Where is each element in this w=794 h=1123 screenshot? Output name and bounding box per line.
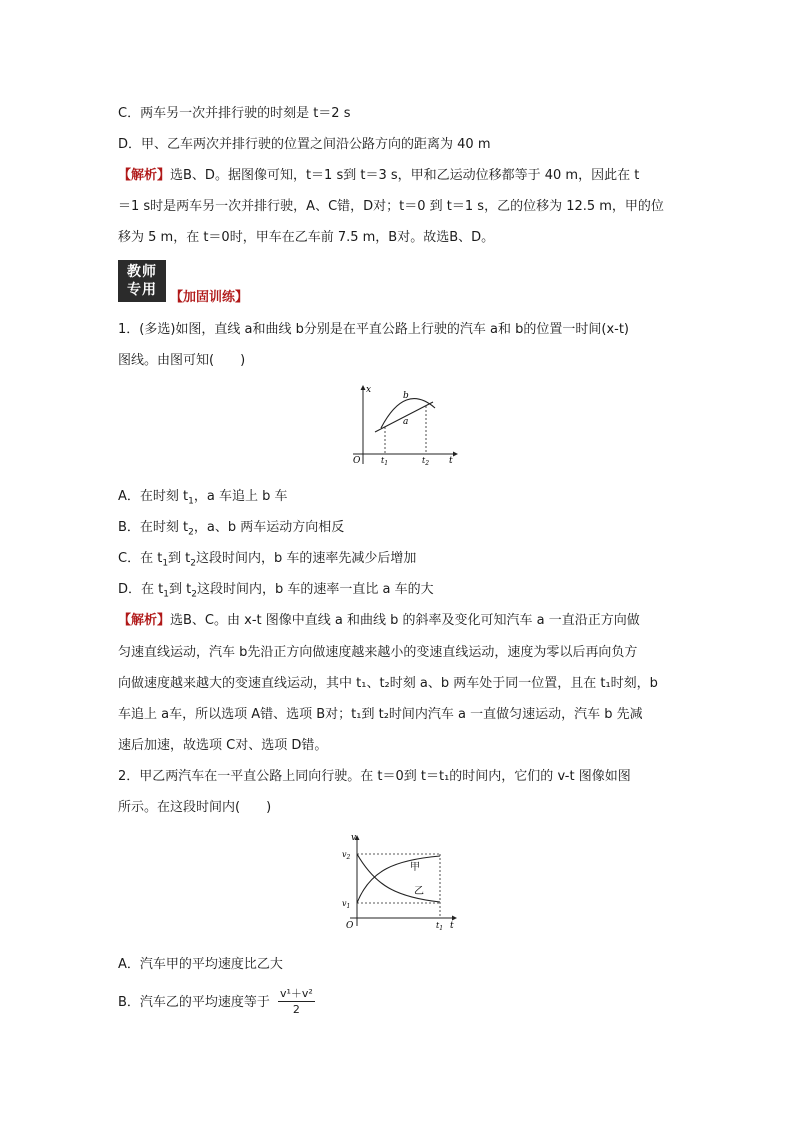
analysis-line-3: 移为 5 m，在 t＝0时，甲车在乙车前 7.5 m，B对。故选B、D。 <box>118 230 495 245</box>
q2-label-t: t <box>450 921 454 930</box>
q1-label-t2: $t_2$ <box>422 456 430 467</box>
q2-t-arrow <box>452 916 457 921</box>
q2-label-o: O <box>346 921 354 930</box>
q1-option-c: C．在 $t_1$到 $t_2$这段时间内，b 车的速率先减少后增加 <box>118 551 417 569</box>
q2-label-jia: 甲 <box>410 862 420 873</box>
analysis-line-1 <box>118 166 639 186</box>
q1-t-arrow <box>453 452 458 457</box>
q2-fraction-numerator: v¹＋v² <box>280 987 313 1000</box>
q1-analysis-line-5: 速后加速，故选项 C对、选项 D错。 <box>118 738 328 753</box>
q2-option-a: A．汽车甲的平均速度比乙大 <box>118 957 283 972</box>
option-c-prev: C．两车另一次并排行驶的时刻是 t＝2 s <box>118 106 351 121</box>
q1-stem-2: 图线。由图可知( ) <box>118 353 246 368</box>
q1-option-b: B．在时刻 $t_2$，a、b 两车运动方向相反 <box>118 520 345 538</box>
analysis-tag: 【解析】 <box>118 168 171 183</box>
teacher-badge <box>118 260 166 302</box>
badge-line-2: 专用 <box>127 282 157 298</box>
q1-analysis-line-1 <box>118 611 640 631</box>
q2-curve-jia <box>357 856 440 903</box>
q1-analysis-tag: 【解析】 <box>118 613 171 628</box>
q1-analysis-text: 选B、C。由 x-t 图像中直线 a 和曲线 b 的斜率及变化可知汽车 a 一直沿正方向做 <box>170 613 640 628</box>
q2-stem-1: 2．甲乙两汽车在一平直公路上同向行驶。在 t＝0到 t＝t₁的时间内，它们的 v-t 图像如图 <box>118 769 631 784</box>
q1-x-arrow <box>361 385 366 390</box>
q2-fraction-denominator: 2 <box>292 1003 300 1016</box>
analysis-line-2: ＝1 s时是两车另一次并排行驶，A、C错，D对；t＝0 到 t＝1 s，乙的位移为 12.5 m，甲的位 <box>118 199 664 214</box>
q1-label-a: a <box>403 417 409 427</box>
q1-analysis-line-4: 车追上 a车，所以选项 A错、选项 B对；t₁到 t₂时间内汽车 a 一直做匀速运动，汽车 b 先减 <box>118 707 643 722</box>
q1-xt-graph <box>345 382 465 472</box>
badge-line-1: 教师 <box>127 264 157 280</box>
option-d-prev: D．甲、乙车两次并排行驶的位置之间沿公路方向的距离为 40 m <box>118 137 491 152</box>
q2-stem-2: 所示。在这段时间内( ) <box>118 800 272 815</box>
q2-label-v2: $v_2$ <box>342 850 351 861</box>
q2-label-yi: 乙 <box>414 886 424 897</box>
q2-label-t1: $t_1$ <box>436 921 444 930</box>
q1-stem-1: 1．(多选)如图，直线 a和曲线 b分别是在平直公路上行驶的汽车 a和 b的位置一时间(x-t) <box>118 322 630 337</box>
q1-label-b: b <box>403 391 409 401</box>
q2-label-v1: $v_1$ <box>342 899 351 910</box>
analysis-text: 选B、D。据图像可知，t＝1 s到 t＝3 s，甲和乙运动位移都等于 40 m，因此在 t <box>170 168 640 183</box>
q2-option-b: B．汽车乙的平均速度等于 <box>118 995 270 1010</box>
q1-label-x: x <box>366 385 372 395</box>
q2-label-v: v <box>351 833 357 843</box>
section-title: 【加固训练】 <box>170 290 249 305</box>
q2-curve-yi <box>357 854 440 902</box>
q1-option-a: A．在时刻 $t_1$，a 车追上 b 车 <box>118 489 288 507</box>
q1-analysis-line-3: 向做速度越来越大的变速直线运动，其中 t₁、t₂时刻 a、b 两车处于同一位置，且在 t₁时刻，b <box>118 676 658 691</box>
q1-analysis-line-2: 匀速直线运动，汽车 b先沿正方向做速度越来越小的变速直线运动，速度为零以后再向负方 <box>118 645 638 660</box>
q2-vt-graph <box>340 830 460 930</box>
q1-label-o: O <box>353 456 361 466</box>
q2-fraction <box>278 986 315 1017</box>
q1-label-t1: $t_1$ <box>381 456 389 467</box>
q1-label-t: t <box>449 456 453 466</box>
q1-option-d: D．在 $t_1$到 $t_2$这段时间内，b 车的速率一直比 a 车的大 <box>118 582 434 600</box>
